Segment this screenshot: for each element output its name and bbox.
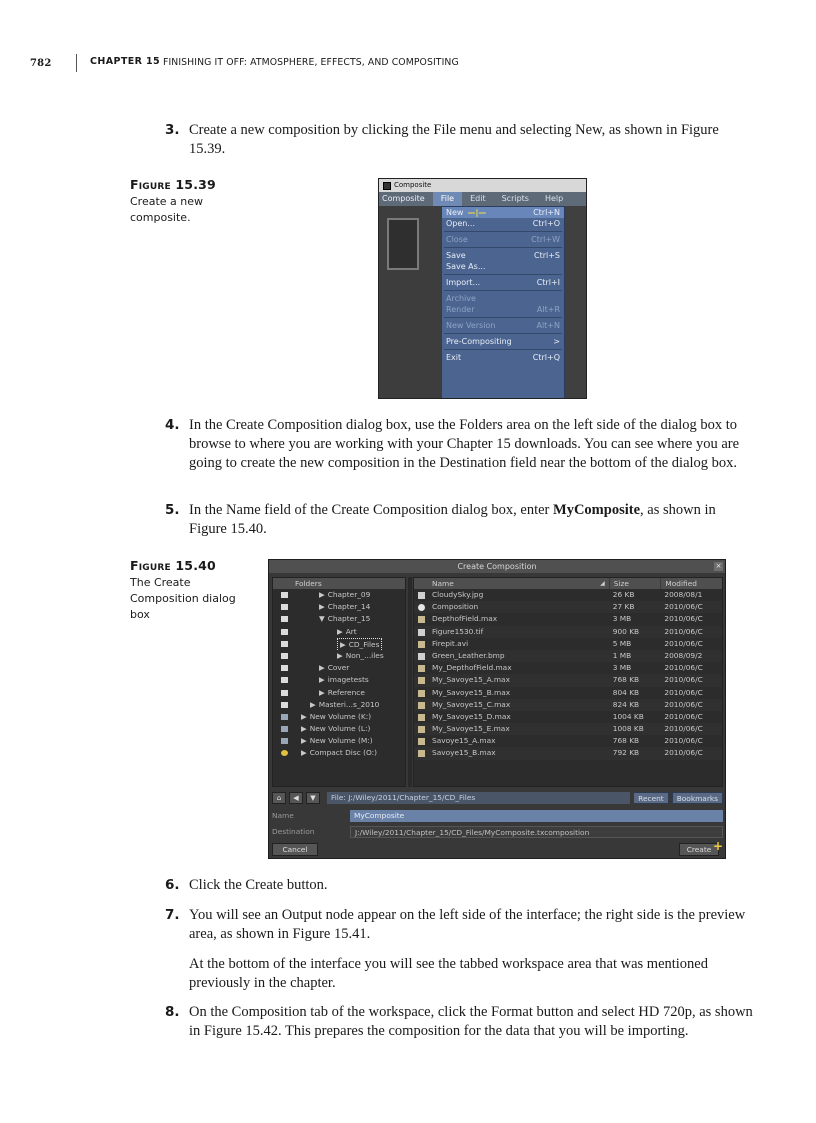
file-list <box>414 589 722 760</box>
file-size: 26 KB <box>612 590 635 599</box>
file-name: My_Savoye15_B.max <box>432 687 511 697</box>
menu-help[interactable]: Help <box>544 194 564 203</box>
figure-description: Create a new composite. <box>130 195 204 224</box>
folder-label <box>301 723 370 735</box>
menu-item-open[interactable] <box>442 218 564 229</box>
step-7-followup: At the bottom of the interface you will see the tabbed workspace area that was mentioned previously in the chapter. <box>189 956 708 991</box>
file-name: DepthofField.max <box>432 614 498 624</box>
file-name-cell <box>414 723 609 735</box>
step-3 <box>165 121 755 159</box>
folder-label <box>337 626 357 638</box>
step-number: 7. <box>165 907 180 923</box>
file-size: 768 KB <box>612 736 640 746</box>
file-name: My_Savoye15_C.max <box>432 699 511 709</box>
folder-name: Masteri...s_2010 <box>318 699 380 709</box>
folder-name: Compact Disc (O:) <box>309 748 378 758</box>
folder-icon <box>281 677 288 683</box>
menu-item-pre-compositing[interactable] <box>442 336 564 347</box>
file-modified: 2010/06/C <box>664 699 703 709</box>
expand-icon[interactable]: ▶ <box>319 663 325 673</box>
cancel-button[interactable]: Cancel <box>272 843 318 856</box>
file-name-cell <box>414 747 609 759</box>
right-pane <box>565 206 587 399</box>
menu-item-new[interactable] <box>442 207 564 218</box>
file-row[interactable] <box>414 601 722 613</box>
file-row[interactable] <box>414 723 722 735</box>
menu-item-label: New Version <box>446 321 496 330</box>
menu-item-left <box>446 218 475 229</box>
file-row[interactable] <box>414 589 722 601</box>
expand-icon[interactable]: ▶ <box>301 724 307 734</box>
menu-separator <box>444 317 562 318</box>
window-titlebar <box>379 179 586 192</box>
destination-row <box>272 825 723 838</box>
file-name: Figure1530.tif <box>432 626 484 636</box>
menu-item-left <box>446 207 486 218</box>
column-name[interactable] <box>414 578 609 589</box>
menu-item-left <box>446 250 466 261</box>
file-size: 792 KB <box>612 748 640 758</box>
file-size: 3 MB <box>612 663 632 673</box>
destination-field[interactable]: J:/Wiley/2011/Chapter_15/CD_Files/MyComposite.txcomposition <box>350 826 723 838</box>
menu-item-exit[interactable] <box>442 352 564 363</box>
expand-icon[interactable]: ▶ <box>301 711 307 721</box>
menu-item-shortcut: Alt+N <box>536 321 560 330</box>
cursor-icon: + <box>712 839 723 853</box>
folder-icon <box>281 690 288 696</box>
column-size[interactable]: Size <box>609 578 661 589</box>
composite-file-menu-screenshot <box>378 178 587 399</box>
file-size: 27 KB <box>612 602 635 612</box>
menu-item-shortcut: Ctrl+O <box>532 219 560 228</box>
file-row[interactable] <box>414 662 722 674</box>
max-file-icon <box>418 726 425 733</box>
menu-composite[interactable]: Composite <box>382 194 425 203</box>
folder-tree <box>273 589 405 760</box>
step-6 <box>165 876 755 895</box>
drive-icon <box>281 738 288 744</box>
folder-item[interactable] <box>273 650 405 662</box>
file-modified: 2008/08/1 <box>664 590 703 599</box>
folder-item[interactable] <box>273 613 405 625</box>
image-file-icon <box>418 653 425 660</box>
expand-icon[interactable]: ▶ <box>301 736 307 746</box>
menu-item-render[interactable] <box>442 304 564 315</box>
image-file-icon <box>418 629 425 636</box>
file-name-cell <box>414 638 609 650</box>
step-number: 3. <box>165 122 180 138</box>
menu-item-shortcut: Alt+R <box>536 305 560 314</box>
max-file-icon <box>418 665 425 672</box>
panel-splitter[interactable] <box>408 577 412 787</box>
home-icon[interactable]: ⌂ <box>272 792 286 804</box>
file-name-cell <box>414 650 609 662</box>
menu-separator <box>444 349 562 350</box>
files-header <box>414 578 722 589</box>
menu-item-close[interactable] <box>442 234 564 245</box>
file-name: My_Savoye15_A.max <box>432 675 510 685</box>
folders-panel <box>272 577 406 787</box>
file-name-cell <box>414 589 609 601</box>
file-row[interactable] <box>414 747 722 759</box>
name-row <box>272 809 723 822</box>
chapter-label: CHAPTER 15 <box>90 56 161 67</box>
file-modified: 2010/06/C <box>664 687 703 697</box>
menu-item-import[interactable] <box>442 277 564 288</box>
menu-item-archive[interactable] <box>442 293 564 304</box>
folder-label <box>319 662 349 674</box>
file-modified: 2010/06/C <box>664 663 703 673</box>
menu-item-label: Import... <box>446 278 481 287</box>
file-modified: 2010/06/C <box>664 602 703 612</box>
folder-name: Chapter_15 <box>327 614 371 624</box>
files-panel <box>413 577 723 787</box>
step-text <box>189 501 755 539</box>
composition-icon <box>418 604 425 611</box>
expand-icon[interactable]: ▶ <box>301 748 307 758</box>
menu-item-label: Save <box>446 251 466 260</box>
folder-label <box>319 674 369 686</box>
file-size: 824 KB <box>612 699 640 709</box>
folder-name: Non_...iles <box>345 650 384 660</box>
chapter-title: FINISHING IT OFF: ATMOSPHERE, EFFECTS, AND COMPOSITING <box>163 57 459 68</box>
file-size: 1004 KB <box>612 711 644 721</box>
file-name-cell <box>414 626 609 638</box>
file-name: Firepit.avi <box>432 638 469 648</box>
folders-header: Folders <box>273 578 405 589</box>
file-row[interactable] <box>414 687 722 699</box>
step-text: Click the Create button. <box>189 877 328 893</box>
file-modified: 2010/06/C <box>664 614 703 624</box>
dialog-titlebar <box>269 560 725 573</box>
folder-item[interactable] <box>273 638 405 650</box>
menu-item-shortcut: Ctrl+W <box>531 235 560 244</box>
menu-separator <box>444 247 562 248</box>
file-size: 1008 KB <box>612 724 644 734</box>
menu-item-left <box>446 304 474 315</box>
step-text: In the Create Composition dialog box, use the Folders area on the left side of the dialog box to browse to where you are working with your Chapter 15 downloads. You can see where you are going to create the new composition in the Destination field near the bottom of the dialog box. <box>189 417 740 471</box>
menu-item-shortcut: Ctrl+Q <box>532 353 560 362</box>
menu-item-label: Close <box>446 235 468 244</box>
figure-15-40-caption <box>130 558 250 623</box>
file-name-cell <box>414 735 609 747</box>
file-name-cell <box>414 662 609 674</box>
file-size: 3 MB <box>612 614 632 624</box>
step-number: 6. <box>165 877 180 893</box>
menu-item-label: New <box>446 208 464 217</box>
max-file-icon <box>418 690 425 697</box>
max-file-icon <box>418 616 425 623</box>
disc-icon <box>281 750 288 756</box>
file-row[interactable] <box>414 711 722 723</box>
file-name: Savoye15_A.max <box>432 736 496 746</box>
file-name: CloudySky.jpg <box>432 590 484 599</box>
destination-label: Destination <box>272 827 315 836</box>
folder-name: New Volume (L:) <box>309 724 371 734</box>
step-4 <box>165 416 755 473</box>
column-name-label: Name <box>432 579 454 588</box>
file-size: 1 MB <box>612 650 632 660</box>
file-name-cell <box>414 674 609 686</box>
step-text-before: In the Name field of the Create Composition dialog box, enter <box>189 502 554 518</box>
folder-name: New Volume (K:) <box>309 711 372 721</box>
file-name-cell <box>414 699 609 711</box>
menu-item-shortcut: Ctrl+N <box>533 208 560 217</box>
file-size: 804 KB <box>612 687 640 697</box>
file-name-cell <box>414 613 609 625</box>
folder-name: Art <box>345 626 357 636</box>
file-name: Composition <box>432 602 479 612</box>
folder-name: Chapter_09 <box>327 590 371 599</box>
file-row[interactable] <box>414 735 722 747</box>
folder-label <box>319 601 370 613</box>
menu-edit[interactable]: Edit <box>470 194 486 203</box>
folder-icon <box>281 653 288 659</box>
sort-icon: ◢ <box>600 580 605 587</box>
folder-item[interactable] <box>273 699 405 711</box>
file-modified: 2010/06/C <box>664 724 703 734</box>
file-name-cell <box>414 601 609 613</box>
expand-icon[interactable]: ▶ <box>319 675 325 685</box>
file-modified: 2010/06/C <box>664 638 703 648</box>
menu-file[interactable]: File <box>433 192 462 206</box>
menu-item-label: Exit <box>446 353 462 362</box>
file-row[interactable] <box>414 626 722 638</box>
file-name: My_Savoye15_E.max <box>432 724 510 734</box>
file-name: Savoye15_B.max <box>432 748 496 758</box>
folder-icon <box>281 616 288 622</box>
folder-icon <box>281 604 288 610</box>
menu-item-save-as[interactable] <box>442 261 564 272</box>
max-file-icon <box>418 714 425 721</box>
image-file-icon <box>418 592 425 599</box>
file-size: 768 KB <box>612 675 640 685</box>
folder-item[interactable] <box>273 687 405 699</box>
folder-icon <box>281 702 288 708</box>
file-name-cell <box>414 711 609 723</box>
name-label: Name <box>272 811 294 820</box>
folder-item[interactable] <box>273 662 405 674</box>
expand-icon[interactable]: ▶ <box>337 626 343 636</box>
column-modified[interactable]: Modified <box>660 578 722 589</box>
expand-icon[interactable]: ▶ <box>319 602 325 612</box>
menu-item-left <box>446 277 480 288</box>
file-name: My_DepthofField.max <box>432 663 512 673</box>
app-icon <box>383 182 391 190</box>
folder-label <box>319 589 370 601</box>
menu-item-left <box>446 320 495 331</box>
folder-item[interactable] <box>273 723 405 735</box>
path-bar <box>272 791 723 804</box>
expand-icon[interactable]: ▶ <box>319 590 325 599</box>
menu-item-label: Save As... <box>446 262 486 271</box>
expand-icon[interactable]: ▶ <box>319 687 325 697</box>
file-dropdown-menu <box>441 206 565 399</box>
file-modified: 2010/06/C <box>664 736 703 746</box>
file-row[interactable] <box>414 699 722 711</box>
file-size: 900 KB <box>612 626 640 636</box>
menu-item-left <box>446 336 512 347</box>
figure-label: Figure 15.39 <box>130 177 216 192</box>
dialog-title: Create Composition <box>457 562 537 571</box>
window-title: Composite <box>394 181 432 189</box>
menu-separator <box>444 290 562 291</box>
menu-bar <box>379 192 586 206</box>
menu-item-save[interactable] <box>442 250 564 261</box>
drive-icon <box>281 714 288 720</box>
menu-item-label: Archive <box>446 294 476 303</box>
figure-15-39-caption <box>130 177 250 226</box>
max-file-icon <box>418 641 425 648</box>
expand-icon[interactable]: ▶ <box>340 639 346 649</box>
bookmarks-button[interactable]: Bookmarks <box>672 792 723 804</box>
folder-item[interactable] <box>273 589 405 601</box>
file-name: My_Savoye15_D.max <box>432 711 511 721</box>
folder-name: Cover <box>327 663 350 673</box>
file-modified: 2010/06/C <box>664 675 703 685</box>
folder-name: imagetests <box>327 675 369 685</box>
folder-label <box>301 711 371 723</box>
max-file-icon <box>418 750 425 757</box>
file-modified: 2010/06/C <box>664 711 703 721</box>
step-5 <box>165 501 755 539</box>
folder-icon <box>281 629 288 635</box>
folder-label <box>337 638 382 650</box>
recent-button[interactable]: Recent <box>633 792 669 804</box>
folder-label <box>319 687 365 699</box>
node-thumbnail <box>387 218 419 270</box>
step-text: Create a new composition by clicking the File menu and selecting New, as shown in Figure 15.39. <box>189 122 719 157</box>
step-text-bold: MyComposite <box>553 502 641 518</box>
menu-item-left <box>446 293 476 304</box>
folder-label <box>310 699 379 711</box>
menu-item-left <box>446 352 461 363</box>
file-modified: 2010/06/C <box>664 626 703 636</box>
create-button[interactable]: Create <box>679 843 719 856</box>
file-size: 5 MB <box>612 638 632 648</box>
folder-item[interactable] <box>273 674 405 686</box>
create-composition-dialog-screenshot <box>268 559 726 859</box>
folder-label <box>337 650 384 662</box>
menu-item-label: Pre-Compositing <box>446 337 512 346</box>
file-name: Green_Leather.bmp <box>432 650 505 660</box>
file-row[interactable] <box>414 650 722 662</box>
folder-name: Chapter_14 <box>327 602 371 612</box>
folder-label <box>319 613 370 625</box>
step-number: 5. <box>165 502 180 518</box>
menu-item-shortcut: > <box>553 337 560 346</box>
folder-item[interactable] <box>273 601 405 613</box>
folder-name: New Volume (M:) <box>309 736 373 746</box>
figure-description: The Create Composition dialog box <box>130 576 236 621</box>
folder-label <box>301 747 377 759</box>
expand-icon[interactable]: ▶ <box>337 650 343 660</box>
file-modified: 2008/09/2 <box>664 650 703 660</box>
back-icon[interactable]: ◀ <box>289 792 303 804</box>
folder-item[interactable] <box>273 735 405 747</box>
expand-icon[interactable]: ▼ <box>319 614 325 624</box>
figure-label: Figure 15.40 <box>130 558 216 573</box>
file-row[interactable] <box>414 613 722 625</box>
folder-icon <box>281 592 288 598</box>
file-name-cell <box>414 687 609 699</box>
expand-icon[interactable]: ▶ <box>310 699 316 709</box>
menu-item-label: Open... <box>446 219 475 228</box>
folder-name: Reference <box>327 687 365 697</box>
menu-separator <box>444 333 562 334</box>
step-number: 8. <box>165 1004 180 1020</box>
menu-item-shortcut: Ctrl+I <box>536 278 560 287</box>
step-7 <box>165 906 755 944</box>
max-file-icon <box>418 738 425 745</box>
folder-item[interactable] <box>273 747 405 759</box>
drive-icon <box>281 726 288 732</box>
name-input[interactable]: MyComposite <box>350 810 723 822</box>
menu-scripts[interactable]: Scripts <box>501 194 529 203</box>
cursor-icon: —|— <box>467 208 487 217</box>
menu-item-label: Render <box>446 305 475 314</box>
step-text: You will see an Output node appear on the left side of the interface; the right side is the preview area, as shown in Figure 15.41. <box>189 907 746 942</box>
max-file-icon <box>418 702 425 709</box>
file-row[interactable] <box>414 638 722 650</box>
folder-item[interactable] <box>273 711 405 723</box>
header-divider <box>76 54 77 72</box>
path-field[interactable]: File: J:/Wiley/2011/Chapter_15/CD_Files <box>327 792 630 804</box>
menu-separator <box>444 231 562 232</box>
page-number: 782 <box>30 57 52 69</box>
menu-item-left <box>446 234 468 245</box>
max-file-icon <box>418 677 425 684</box>
menu-item-new-version[interactable] <box>442 320 564 331</box>
down-icon[interactable]: ▼ <box>306 792 320 804</box>
folder-icon <box>281 665 288 671</box>
menu-item-shortcut: Ctrl+S <box>533 251 560 260</box>
step-text: On the Composition tab of the workspace, click the Format button and select HD 720p, as shown in Figure 15.42. This prepares the composition for the data that you will be importing. <box>189 1004 753 1039</box>
step-8 <box>165 1003 755 1041</box>
folder-label <box>301 735 373 747</box>
running-header <box>30 56 72 70</box>
close-icon[interactable]: × <box>715 562 722 570</box>
menu-item-left <box>446 261 485 272</box>
file-row[interactable] <box>414 674 722 686</box>
folder-icon <box>281 641 288 647</box>
step-number: 4. <box>165 417 180 433</box>
left-pane <box>379 206 441 399</box>
file-modified: 2010/06/C <box>664 748 703 758</box>
folder-item[interactable] <box>273 626 405 638</box>
folder-name: CD_Files <box>348 639 380 649</box>
menu-separator <box>444 274 562 275</box>
step-text-after: , as shown in Figure 15.40. <box>189 502 716 537</box>
